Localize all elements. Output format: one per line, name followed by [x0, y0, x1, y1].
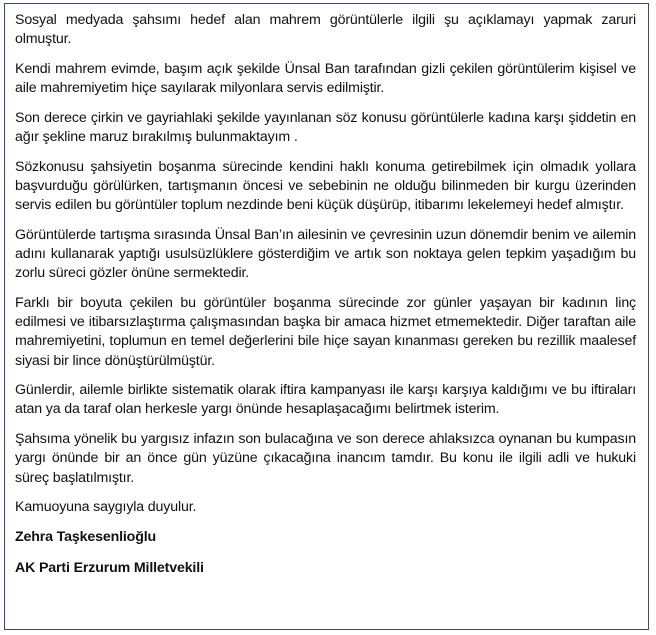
paragraph-legal-process: Şahsıma yönelik bu yargısız infazın son bulacağına ve son derece ahlaksızca oynanan bu kumpasın yargı önünde bir an önce gün yüzüne çıkacağına inancım tamdır. Bu konu ile ilgili adli ve hukuki süreç başlatılmıştır. [15, 431, 636, 486]
paragraph-closing: Kamuoyuna saygıyla duyulur. [15, 499, 197, 516]
signature-title: AK Parti Erzurum Milletvekili [15, 559, 204, 576]
paragraph-divorce-process: Sözkonusu şahsiyetin boşanma sürecinde kendini haklı konuma getirebilmek için olmadık yollara başvurduğu görülürken, tartışmanın öncesi ve sebebinin ne olduğu bilinmeden bir kurgu üzerinden servis edilen bu görüntüler toplum nezdinde beni küçük düşürüp, itibarımı lekelemeyi hedef almıştır. [15, 158, 636, 214]
paragraph-secret-footage: Kendi mahrem evimde, başım açık şekilde Ünsal Ban tarafından gizli çekilen görüntülerim kişisel ve aile mahremiyetim hiçe sayılarak milyonlara servis edilmiştir. [15, 60, 636, 97]
paragraph-lynching: Farklı bir boyuta çekilen bu görüntüler boşanma sürecinde zor günler yaşayan bir kadının linç edilmesi ve itibarsızlaştırma çalışmasından başka bir amaca hizmet etmemektedir. Diğer taraftan aile mahremiyetini, toplumun en temel değerlerini bile hiçe sayan kınanması gereken bu rezillik maalesef siyasi bir lince dönüştürülmüştür. [15, 294, 636, 369]
paragraph-violence: Son derece çirkin ve gayriahlaki şekilde yayınlanan söz konusu görüntülerle kadına karşı şiddetin en ağır şekline maruz bırakılmış bulunmaktayım . [15, 109, 636, 146]
paragraph-intro: Sosyal medyada şahsımı hedef alan mahrem görüntülerle ilgili şu açıklamayı yapmak zaruri olmuştur. [15, 12, 636, 48]
paragraph-slander-campaign: Günlerdir, ailemle birlikte sistematik olarak iftira kampanyası ile karşı karşıya kaldığımı ve bu iftiraları atan ya da taraf olan herkesle yargı önünde hesaplaşacağımı belirtmek isterim. [15, 382, 636, 418]
statement-document [4, 3, 649, 630]
signature-name: Zehra Taşkesenlioğlu [15, 528, 157, 545]
paragraph-argument: Görüntülerde tartışma sırasında Ünsal Ban’ın ailesinin ve çevresinin uzun dönemdir benim ve ailemin adını kullanarak yaptığı usulsüzlüklere gösterdiğim ve artık son noktaya gelen tepkim yaşadığım bu zorlu süreci gözler önüne sermektedir. [15, 226, 636, 282]
